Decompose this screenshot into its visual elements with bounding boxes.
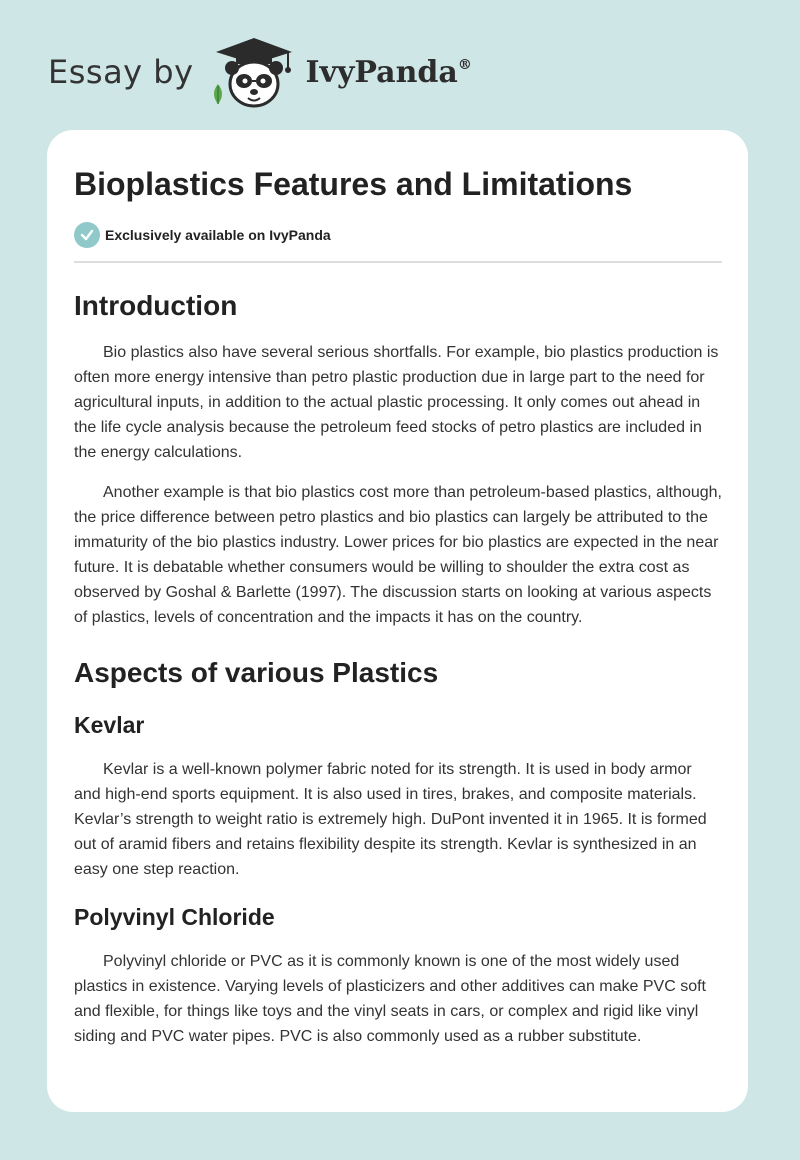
essay-by-label: Essay by bbox=[48, 53, 194, 91]
badge-text: Exclusively available on IvyPanda bbox=[105, 227, 331, 243]
paragraph: Bio plastics also have several serious shortfalls. For example, bio plastics production is often more energy intensive than petro plastic production due in large part to the need for agricultural inputs, in addition to the actual plastic processing. It only comes out ahead in the life cycle analysis because the petroleum feed stocks of petro plastics are included in the energy calculations. bbox=[74, 344, 719, 461]
registered-mark: ® bbox=[457, 56, 472, 73]
brand-name: IvyPanda® bbox=[305, 54, 472, 90]
heading-aspects: Aspects of various Plastics bbox=[74, 657, 439, 688]
heading-kevlar: Kevlar bbox=[74, 712, 145, 738]
heading-introduction: Introduction bbox=[74, 290, 238, 321]
panda-mascot-icon bbox=[208, 34, 300, 110]
heading-pvc: Polyvinyl Chloride bbox=[74, 904, 275, 930]
check-circle-icon bbox=[74, 222, 100, 248]
paragraph: Another example is that bio plastics cost more than petroleum-based plastics, although, the price difference between petro plastics and bio plastics can largely be attributed to the immaturity of the bio plastics industry. Lower prices for bio plastics are expected in the near future. It is debatable whether consumers would be willing to shoulder the extra cost as observed by Goshal & Barlette (1997). The discussion starts on looking at various aspects of plastics, levels of concentration and the impacts it has on the country. bbox=[74, 484, 722, 626]
exclusive-badge bbox=[74, 222, 722, 248]
page-title: Bioplastics Features and Limitations bbox=[74, 166, 633, 202]
article-card bbox=[47, 130, 748, 1112]
site-header bbox=[48, 34, 472, 110]
divider bbox=[74, 261, 722, 263]
ivypanda-logo[interactable] bbox=[208, 34, 472, 110]
paragraph: Kevlar is a well-known polymer fabric noted for its strength. It is used in body armor and high-end sports equipment. It is also used in tires, brakes, and composite materials. Kevlar’s strength to weight ratio is extremely high. DuPont invented it in 1965. It is formed out of aramid fibers and retains flexibility despite its strength. Kevlar is synthesized in an easy one step reaction. bbox=[74, 761, 707, 878]
paragraph: Polyvinyl chloride or PVC as it is commonly known is one of the most widely used plastics in existence. Varying levels of plasticizers and other additives can make PVC soft and flexible, for things like toys and the vinyl seats in cars, or complex and rigid like vinyl siding and PVC water pipes. PVC is also commonly used as a rubber substitute. bbox=[74, 953, 706, 1045]
